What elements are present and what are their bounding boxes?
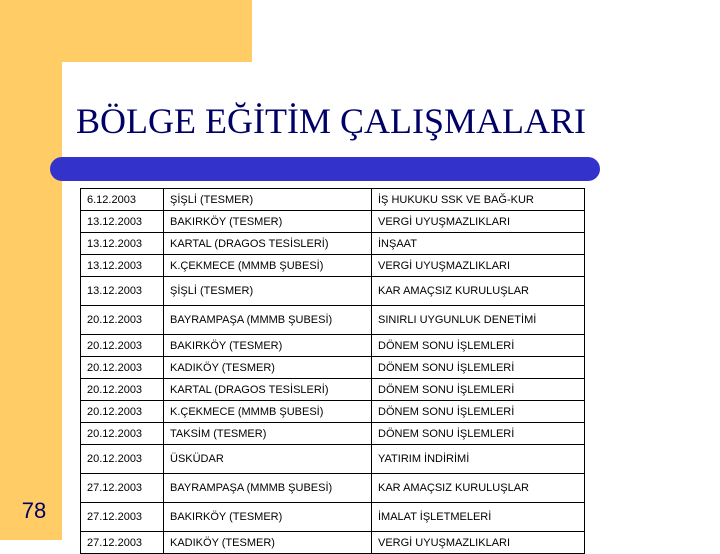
topic-cell: İMALAT İŞLETMELERİ bbox=[372, 503, 585, 532]
table-row bbox=[81, 211, 585, 233]
location-cell: KADIKÖY (TESMER) bbox=[164, 357, 372, 379]
table-row bbox=[81, 306, 585, 335]
date-cell: 20.12.2003 bbox=[81, 357, 164, 379]
location-cell: ŞİŞLİ (TESMER) bbox=[164, 277, 372, 306]
date-cell: 20.12.2003 bbox=[81, 335, 164, 357]
topic-cell: VERGİ UYUŞMAZLIKLARI bbox=[372, 211, 585, 233]
title-underline-bar bbox=[50, 157, 600, 181]
topic-cell: DÖNEM SONU İŞLEMLERİ bbox=[372, 335, 585, 357]
location-cell: K.ÇEKMECE (MMMB ŞUBESİ) bbox=[164, 255, 372, 277]
location-cell: TAKSİM (TESMER) bbox=[164, 423, 372, 445]
topic-cell: YATIRIM İNDİRİMİ bbox=[372, 445, 585, 474]
table-row bbox=[81, 255, 585, 277]
table-body bbox=[81, 189, 585, 554]
topic-cell: VERGİ UYUŞMAZLIKLARI bbox=[372, 532, 585, 554]
location-cell: BAYRAMPAŞA (MMMB ŞUBESİ) bbox=[164, 306, 372, 335]
table-row bbox=[81, 357, 585, 379]
topic-cell: VERGİ UYUŞMAZLIKLARI bbox=[372, 255, 585, 277]
topic-cell: DÖNEM SONU İŞLEMLERİ bbox=[372, 379, 585, 401]
table-row bbox=[81, 503, 585, 532]
date-cell: 13.12.2003 bbox=[81, 277, 164, 306]
location-cell: BAKIRKÖY (TESMER) bbox=[164, 211, 372, 233]
page-number: 78 bbox=[21, 498, 47, 523]
table-row bbox=[81, 401, 585, 423]
date-cell: 20.12.2003 bbox=[81, 423, 164, 445]
table-row bbox=[81, 445, 585, 474]
table-row bbox=[81, 379, 585, 401]
left-accent-band bbox=[0, 0, 62, 540]
date-cell: 13.12.2003 bbox=[81, 233, 164, 255]
topic-cell: DÖNEM SONU İŞLEMLERİ bbox=[372, 423, 585, 445]
topic-cell: SINIRLI UYGUNLUK DENETİMİ bbox=[372, 306, 585, 335]
location-cell: ŞİŞLİ (TESMER) bbox=[164, 189, 372, 211]
top-accent-band bbox=[0, 0, 252, 62]
table-row bbox=[81, 233, 585, 255]
location-cell: BAYRAMPAŞA (MMMB ŞUBESİ) bbox=[164, 474, 372, 503]
location-cell: ÜSKÜDAR bbox=[164, 445, 372, 474]
date-cell: 27.12.2003 bbox=[81, 503, 164, 532]
date-cell: 13.12.2003 bbox=[81, 255, 164, 277]
location-cell: BAKIRKÖY (TESMER) bbox=[164, 335, 372, 357]
date-cell: 20.12.2003 bbox=[81, 379, 164, 401]
location-cell: KARTAL (DRAGOS TESİSLERİ) bbox=[164, 233, 372, 255]
accent-corner-curve bbox=[62, 62, 252, 102]
table-row bbox=[81, 532, 585, 554]
topic-cell: İŞ HUKUKU SSK VE BAĞ-KUR bbox=[372, 189, 585, 211]
slide-title: BÖLGE EĞİTİM ÇALIŞMALARI bbox=[76, 101, 586, 141]
date-cell: 20.12.2003 bbox=[81, 306, 164, 335]
table-row bbox=[81, 335, 585, 357]
topic-cell: DÖNEM SONU İŞLEMLERİ bbox=[372, 357, 585, 379]
date-cell: 27.12.2003 bbox=[81, 532, 164, 554]
table-row bbox=[81, 474, 585, 503]
table-row bbox=[81, 189, 585, 211]
topic-cell: KAR AMAÇSIZ KURULUŞLAR bbox=[372, 474, 585, 503]
table-row bbox=[81, 277, 585, 306]
training-schedule-table bbox=[80, 188, 585, 554]
location-cell: KARTAL (DRAGOS TESİSLERİ) bbox=[164, 379, 372, 401]
location-cell: BAKIRKÖY (TESMER) bbox=[164, 503, 372, 532]
date-cell: 20.12.2003 bbox=[81, 445, 164, 474]
date-cell: 13.12.2003 bbox=[81, 211, 164, 233]
location-cell: KADIKÖY (TESMER) bbox=[164, 532, 372, 554]
topic-cell: İNŞAAT bbox=[372, 233, 585, 255]
date-cell: 6.12.2003 bbox=[81, 189, 164, 211]
topic-cell: KAR AMAÇSIZ KURULUŞLAR bbox=[372, 277, 585, 306]
location-cell: K.ÇEKMECE (MMMB ŞUBESİ) bbox=[164, 401, 372, 423]
date-cell: 27.12.2003 bbox=[81, 474, 164, 503]
table-row bbox=[81, 423, 585, 445]
date-cell: 20.12.2003 bbox=[81, 401, 164, 423]
topic-cell: DÖNEM SONU İŞLEMLERİ bbox=[372, 401, 585, 423]
